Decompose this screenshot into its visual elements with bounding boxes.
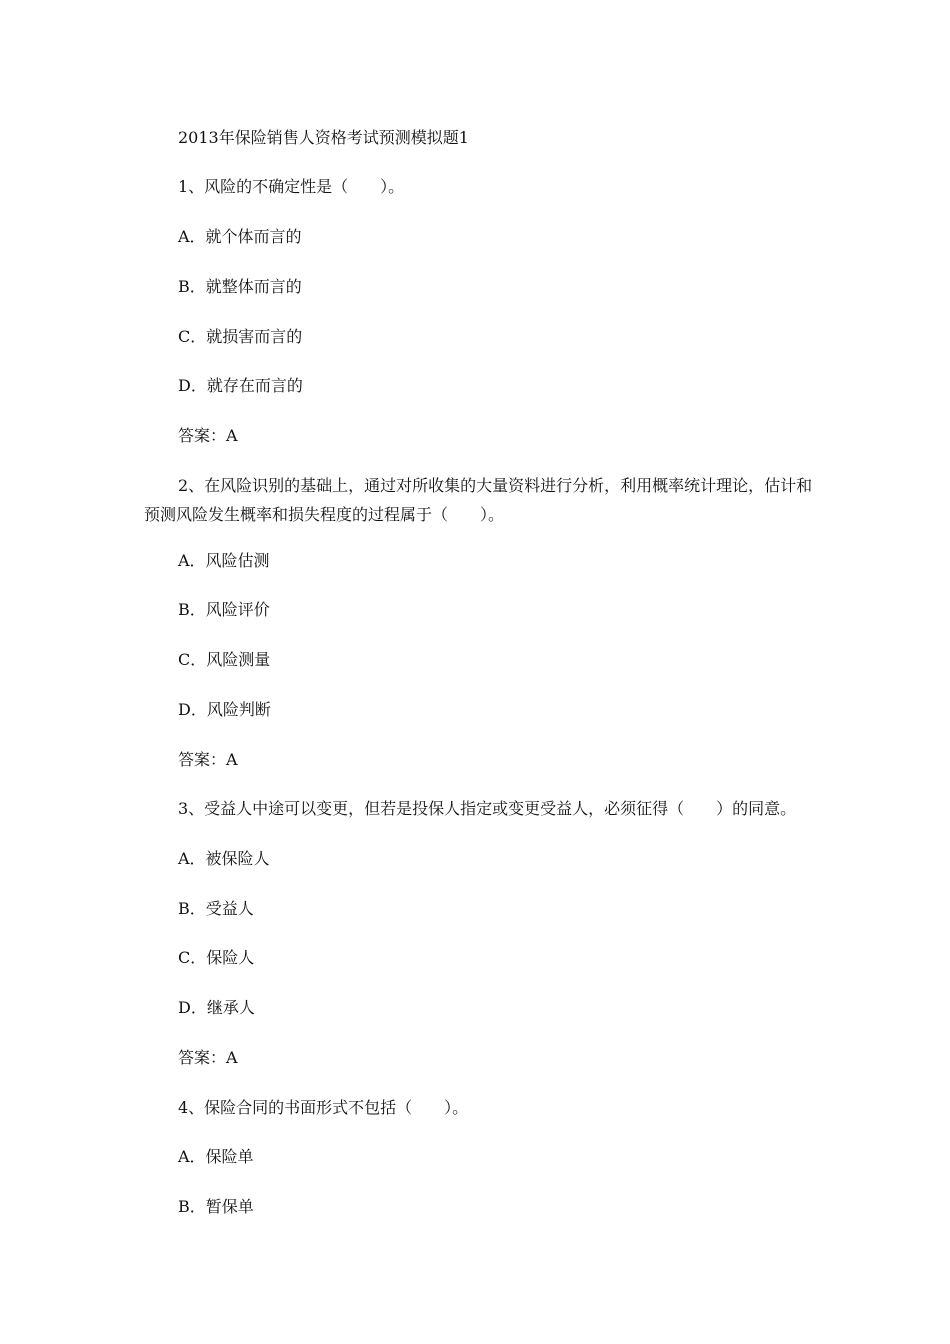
question-4-option-b: B．暂保单 (178, 1197, 254, 1216)
question-3-option-a: A．被保险人 (178, 849, 270, 868)
question-1-option-b: B．就整体而言的 (178, 277, 302, 296)
question-4-option-a: A．保险单 (178, 1147, 254, 1166)
question-2-option-c: C．风险测量 (178, 650, 271, 669)
question-2-option-d: D．风险判断 (178, 700, 271, 719)
question-3-stem: 3、受益人中途可以变更，但若是投保人指定或变更受益人，必须征得（ ）的同意。 (178, 799, 797, 818)
question-1-option-c: C．就损害而言的 (178, 327, 303, 346)
question-1-option-a: A．就个体而言的 (178, 227, 302, 246)
question-3-answer: 答案：A (178, 1048, 238, 1067)
question-2-stem: 2、在风险识别的基础上，通过对所收集的大量资料进行分析，利用概率统计理论，估计和预测风险发生概率和损失程度的过程属于（ ）。 (144, 476, 813, 524)
question-1-option-d: D．就存在而言的 (178, 376, 303, 395)
question-2-option-b: B．风险评价 (178, 600, 270, 619)
question-2-answer: 答案：A (178, 750, 238, 769)
question-2-option-a: A．风险估测 (178, 551, 270, 570)
question-1-stem: 1、风险的不确定性是（ ）。 (178, 177, 405, 196)
question-4-stem: 4、保险合同的书面形式不包括（ ）。 (178, 1098, 469, 1117)
question-3-option-c: C．保险人 (178, 948, 255, 967)
question-1-answer: 答案：A (178, 426, 238, 445)
question-3-option-d: D．继承人 (178, 998, 255, 1017)
question-3-option-b: B．受益人 (178, 899, 254, 918)
document-title: 2013年保险销售人资格考试预测模拟题1 (178, 128, 469, 147)
